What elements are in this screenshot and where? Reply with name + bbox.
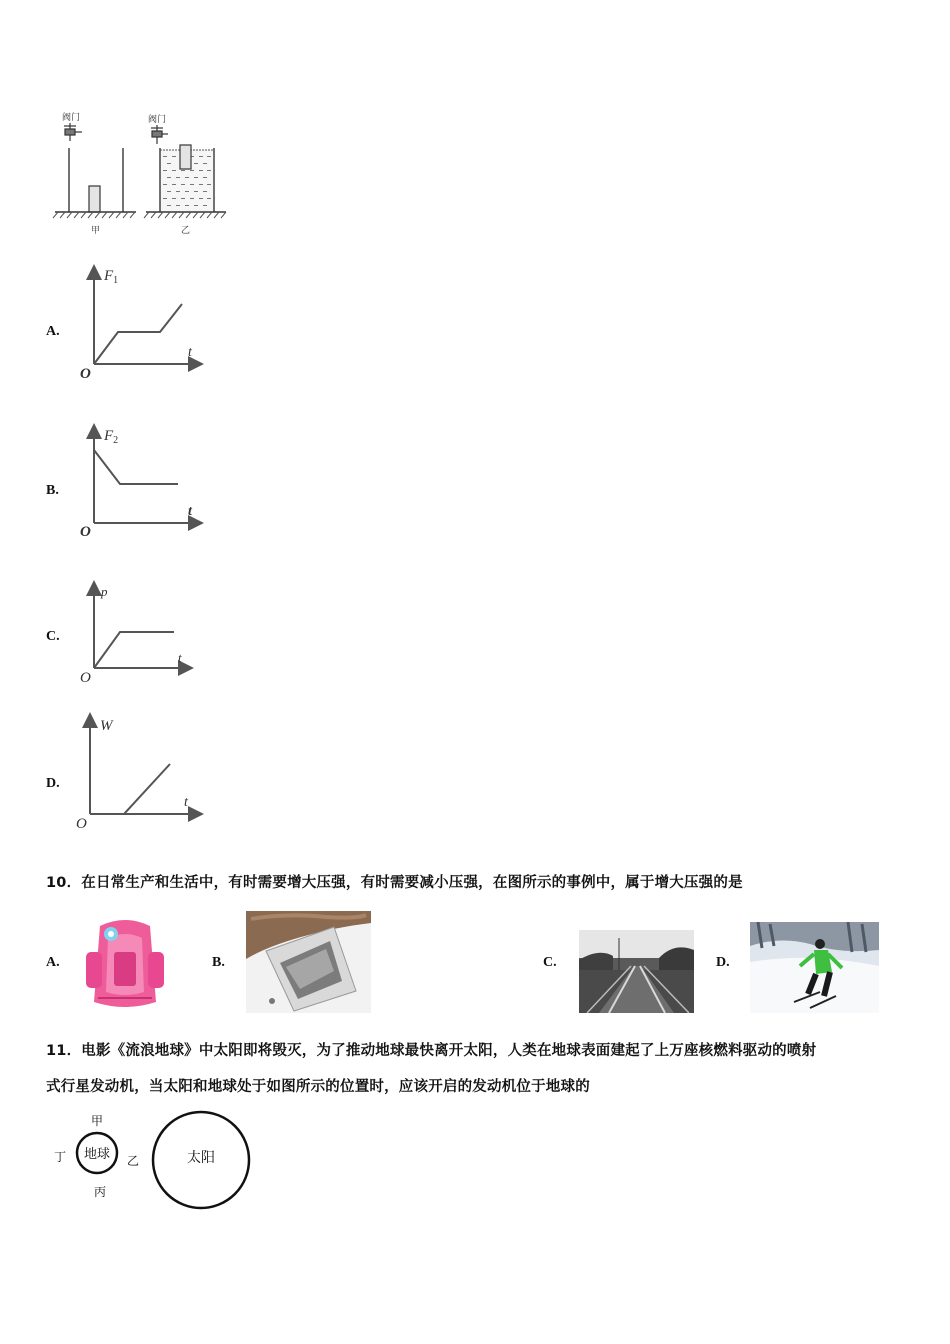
y-axis-label: p [101, 584, 108, 599]
option-c-label[interactable]: C. [46, 629, 60, 644]
container-yi [144, 113, 226, 236]
q11-text-line2: 式行星发动机，当太阳和地球处于如图所示的位置时，应该开启的发动机位于地球的 [46, 1079, 590, 1095]
option-b-label[interactable]: B. [46, 483, 59, 498]
x-axis-label: t [178, 650, 182, 665]
graph-c [74, 578, 199, 686]
graph-d [74, 708, 209, 833]
position-yi-label: 乙 [126, 1154, 140, 1168]
yi-valve-label: 阀门 [148, 115, 167, 125]
railway-track-image[interactable] [579, 930, 694, 1013]
q10-option-a-label[interactable]: A. [46, 955, 60, 970]
graph-line [90, 764, 170, 814]
graph-b [74, 420, 209, 542]
option-a-label[interactable]: A. [46, 324, 60, 339]
y-axis-label: $F_1$ [104, 268, 119, 286]
jia-caption: 甲 [91, 226, 101, 236]
graph-line [94, 304, 182, 364]
y-axis-label: W [100, 718, 113, 734]
graph-line [94, 450, 178, 484]
q10-option-c-label[interactable]: C. [543, 955, 557, 970]
origin-label: O [76, 816, 87, 832]
origin-label: O [80, 670, 91, 686]
knife-blade-image[interactable] [246, 911, 371, 1013]
container-jia [53, 111, 136, 236]
q10-text: 10．在日常生产和生活中，有时需要增大压强，有时需要减小压强，在图所示的事例中，属于增大压强的是 [46, 875, 743, 891]
origin-label: O [80, 524, 91, 540]
graph-a [74, 258, 209, 383]
pink-backpack-image[interactable] [78, 912, 172, 1012]
sun-label: 太阳 [187, 1150, 215, 1166]
position-ding-label: 丁 [53, 1150, 67, 1164]
q10-option-d-label[interactable]: D. [716, 955, 730, 970]
earth-label: 地球 [83, 1147, 111, 1162]
valve-icon [151, 125, 168, 144]
skier-image[interactable] [750, 922, 879, 1013]
origin-label: O [80, 366, 91, 382]
jia-valve-label: 阀门 [62, 113, 81, 123]
valve-icon [64, 123, 82, 141]
q11-text-line1: 11．电影《流浪地球》中太阳即将毁灭，为了推动地球最快离开太阳，人类在地球表面建起了上万座核燃料驱动的喷射 [46, 1043, 817, 1059]
option-d-label[interactable]: D. [46, 776, 60, 791]
graph-line [94, 632, 174, 668]
x-axis-label: t [188, 504, 192, 519]
apparatus-figure [50, 108, 235, 236]
earth-sun-diagram [48, 1108, 258, 1212]
yi-caption: 乙 [181, 226, 191, 236]
x-axis-label: t [184, 795, 188, 810]
y-axis-label: $F_2$ [104, 428, 119, 446]
q10-option-b-label[interactable]: B. [212, 955, 225, 970]
position-jia-label: 甲 [90, 1114, 104, 1128]
position-bing-label: 丙 [93, 1185, 107, 1199]
x-axis-label: t [188, 345, 192, 360]
